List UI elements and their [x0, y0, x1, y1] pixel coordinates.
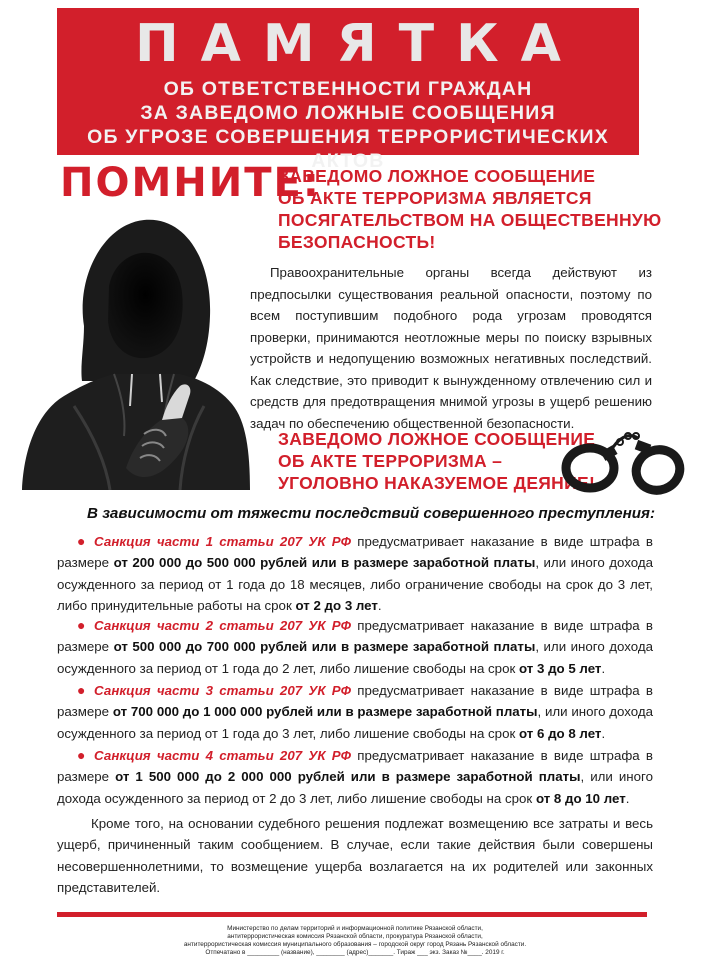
bullet-dot-icon: ● [77, 682, 88, 698]
sanction-text: предусматривает наказание в виде штрафа в размере [57, 534, 653, 571]
sanction-item [57, 531, 653, 616]
info-paragraph: Правоохранительные органы всегда действуют из предпосылки существования реальной опасности, поэтому по всем поступившим подобного рода угрозам проводятся проверки, принимаются неотложные меры по поиску взрывных устройств и недопущению возможных негативных последствий. Как следствие, это приводит к вынужденному отвлечению сил и средств для предотвращения мнимой угрозы в ущерб решению задач по обеспечению общественной безопасности. [250, 265, 652, 431]
sanction-text: , или иного дохода осужденного за период от 1 года до 2 лет, либо лишение свободы на срок [57, 639, 653, 676]
warning-line: БЕЗОПАСНОСТЬ! [278, 232, 436, 252]
warning-line: ЗАВЕДОМО ЛОЖНОЕ СООБЩЕНИЕ [278, 166, 596, 186]
warning-line: ПОСЯГАТЕЛЬСТВОМ НА ОБЩЕСТВЕННУЮ [278, 210, 662, 230]
sanction-amount: от 200 000 до 500 000 рублей или в размере заработной платы [113, 555, 536, 571]
closing-paragraph: Кроме того, на основании судебного решения подлежат возмещению все затраты и весь ущерб, причиненный таким сообщением. В случае, если такие действия были совершены несовершеннолетними, то возмещение ущерба возлагается на их родителей или законных представителей. [57, 816, 653, 895]
sanction-term: от 6 до 8 лет [519, 725, 602, 741]
sanction-amount: от 1 500 000 до 2 000 000 рублей или в размере заработной платы [115, 769, 581, 785]
sanction-text: предусматривает наказание в виде штрафа в размере [57, 683, 653, 720]
bottom-divider [57, 912, 647, 917]
title-banner [57, 8, 639, 172]
banner-subtitle-line: ОБ УГРОЗЕ СОВЕРШЕНИЯ ТЕРРОРИСТИЧЕСКИХ АКТОВ [87, 126, 609, 172]
sanction-item [57, 615, 653, 679]
sanction-text: предусматривает наказание в виде штрафа в размере [57, 618, 653, 655]
sanction-text: , или иного дохода осужденного за период от 2 до 3 лет, либо лишение свободы на срок [57, 769, 653, 806]
sanction-end: . [625, 790, 630, 806]
banner-subtitle-line: ЗА ЗАВЕДОМО ЛОЖНЫЕ СООБЩЕНИЯ [140, 102, 556, 124]
sanction-end: . [601, 660, 606, 676]
bullet-dot-icon: ● [77, 533, 88, 549]
sanction-amount: от 500 000 до 700 000 рублей или в размере заработной платы [113, 639, 536, 655]
bullet-dot-icon: ● [77, 617, 88, 633]
footer [150, 925, 560, 957]
footer-line: Министерство по делам территорий и информационной политике Рязанской области, [227, 925, 483, 932]
bullet-dot-icon: ● [77, 747, 88, 763]
sanction-term: от 2 до 3 лет [295, 597, 378, 613]
sanction-text: предусматривает наказание в виде штрафа в размере [57, 748, 653, 785]
sanction-lead: Санкция части 3 статьи 207 УК РФ [94, 683, 352, 698]
footer-line: антитеррористическая комиссия Рязанской области, прокуратура Рязанской области, [227, 933, 483, 940]
remember-heading: ПОМНИТЕ: [60, 160, 321, 206]
banner-subtitle-line: ОБ ОТВЕТСТВЕННОСТИ ГРАЖДАН [163, 78, 533, 100]
sanctions-intro: В зависимости от тяжести последствий совершенного преступления: [87, 505, 656, 522]
sanction-item [57, 745, 653, 809]
hooded-figure-icon [14, 206, 252, 490]
sanction-text: , или иного дохода осужденного за период от 1 года до 3 лет, либо лишение свободы на срок [57, 704, 653, 741]
banner-title: ПАМЯТКА [135, 14, 583, 74]
warning-line: ОБ АКТЕ ТЕРРОРИЗМА ЯВЛЯЕТСЯ [278, 188, 592, 208]
handcuffs-icon [558, 418, 688, 500]
warning-line: УГОЛОВНО НАКАЗУЕМОЕ ДЕЯНИЕ! [278, 473, 596, 493]
sanction-lead: Санкция части 4 статьи 207 УК РФ [94, 748, 352, 763]
sanction-item [57, 680, 653, 744]
footer-line: антитеррористическая комиссия муниципального образования – городской округ город Рязань Рязанской области. [183, 941, 527, 948]
sanction-end: . [601, 725, 606, 741]
sanction-term: от 8 до 10 лет [535, 790, 626, 806]
warning-line: ЗАВЕДОМО ЛОЖНОЕ СООБЩЕНИЕ [278, 429, 596, 449]
warning-line: ОБ АКТЕ ТЕРРОРИЗМА – [278, 451, 503, 471]
footer-line: Отпечатано в _________ (название), ________ (адрес)_______. Тираж ___ экз. Заказ №____. 2019 г. [205, 949, 505, 956]
sanction-term: от 3 до 5 лет [519, 660, 602, 676]
sanction-lead: Санкция части 1 статьи 207 УК РФ [94, 534, 352, 549]
sanction-end: . [377, 597, 382, 613]
sanction-amount: от 700 000 до 1 000 000 рублей или в размере заработной платы [112, 704, 538, 720]
sanction-lead: Санкция части 2 статьи 207 УК РФ [94, 618, 352, 633]
sanction-text: , или иного дохода осужденного за период от 1 года до 18 месяцев, либо ограничение свободы на срок до 3 лет, либо принудительные работы на срок [57, 555, 653, 613]
